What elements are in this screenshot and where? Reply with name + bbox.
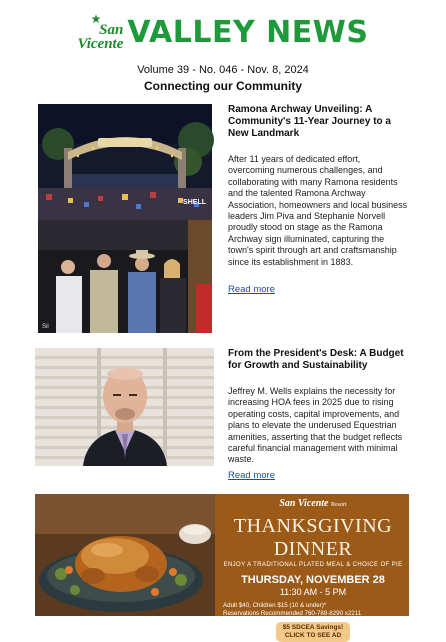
president-photo[interactable] (35, 348, 214, 466)
star-icon: ★ (90, 12, 102, 26)
article-title[interactable]: Ramona Archway Unveiling: A Community's 11-Year Journey to a New Landmark (228, 104, 391, 139)
ad-logo (217, 498, 409, 509)
ad-title: THANKSGIVING DINNER (233, 515, 393, 560)
ad-logo-text: San Vicente (279, 498, 329, 509)
article-body: After 11 years of dedicated effort, overcoming numerous challenges, and collaborating with many Ramona residents and the talented Ramona Archway Association, homeowners and local business leaders Jim Piva and Stephanie Norvell proudly stood on stage as the Ramona Archway sign illuminated, capturing the town's spirit through art and craftsmanship since its establishment in 1883. (228, 154, 408, 267)
logo-title: VALLEY NEWS (127, 15, 369, 50)
ad-cta-button[interactable] (276, 622, 350, 642)
article-title[interactable]: From the President's Desk: A Budget for Growth and Sustainability (228, 348, 404, 371)
ad-price-info (223, 602, 409, 618)
article-body: Jeffrey M. Wells explains the necessity for increasing HOA fees in 2025 due to rising operating costs, capital improvements, and plans to elevate the underused Equestrian amenities, asserting that the budget reflects careful financial management with minimal waste. (228, 386, 403, 465)
ad-cta-line1: $5 SDCEA Savings! (282, 624, 344, 631)
issue-line: Volume 39 - No. 046 - Nov. 8, 2024 (137, 64, 309, 76)
article-presidents-desk (228, 348, 410, 466)
ad-cta-line2: CLICK TO SEE AD (284, 632, 342, 639)
valley-news-logo[interactable] (78, 14, 369, 51)
ad-price: Adult $40, Children $15 (10 & under)* (223, 602, 327, 609)
read-more-link[interactable]: Read more (228, 470, 275, 481)
logo-small-line1: San (99, 22, 124, 38)
ad-text-panel (217, 494, 409, 639)
ad-time: 11:30 AM - 5 PM (279, 587, 347, 597)
ad-logo-suffix: Resort (331, 502, 347, 508)
thanksgiving-ad-banner[interactable] (35, 494, 409, 639)
san-vicente-logo (78, 14, 124, 51)
photo-shell-label: SHELL (183, 199, 206, 206)
read-more-link[interactable]: Read more (228, 284, 275, 295)
masthead (0, 10, 446, 58)
ad-reservations: Reservations Recommended 760-789-8290 x2211 (223, 610, 362, 617)
logo-small-line2: Vicente (77, 36, 124, 52)
tagline: Connecting our Community (144, 79, 302, 93)
svg-text:Sil: Sil (42, 324, 49, 330)
ad-date: THURSDAY, NOVEMBER 28 (241, 574, 385, 586)
article-ramona-archway (228, 104, 408, 268)
archway-photo[interactable] (38, 104, 212, 333)
turkey-photo (35, 494, 215, 616)
ad-subtitle: ENJOY A TRADITIONAL PLATED MEAL & CHOICE OF PIE (223, 562, 403, 568)
